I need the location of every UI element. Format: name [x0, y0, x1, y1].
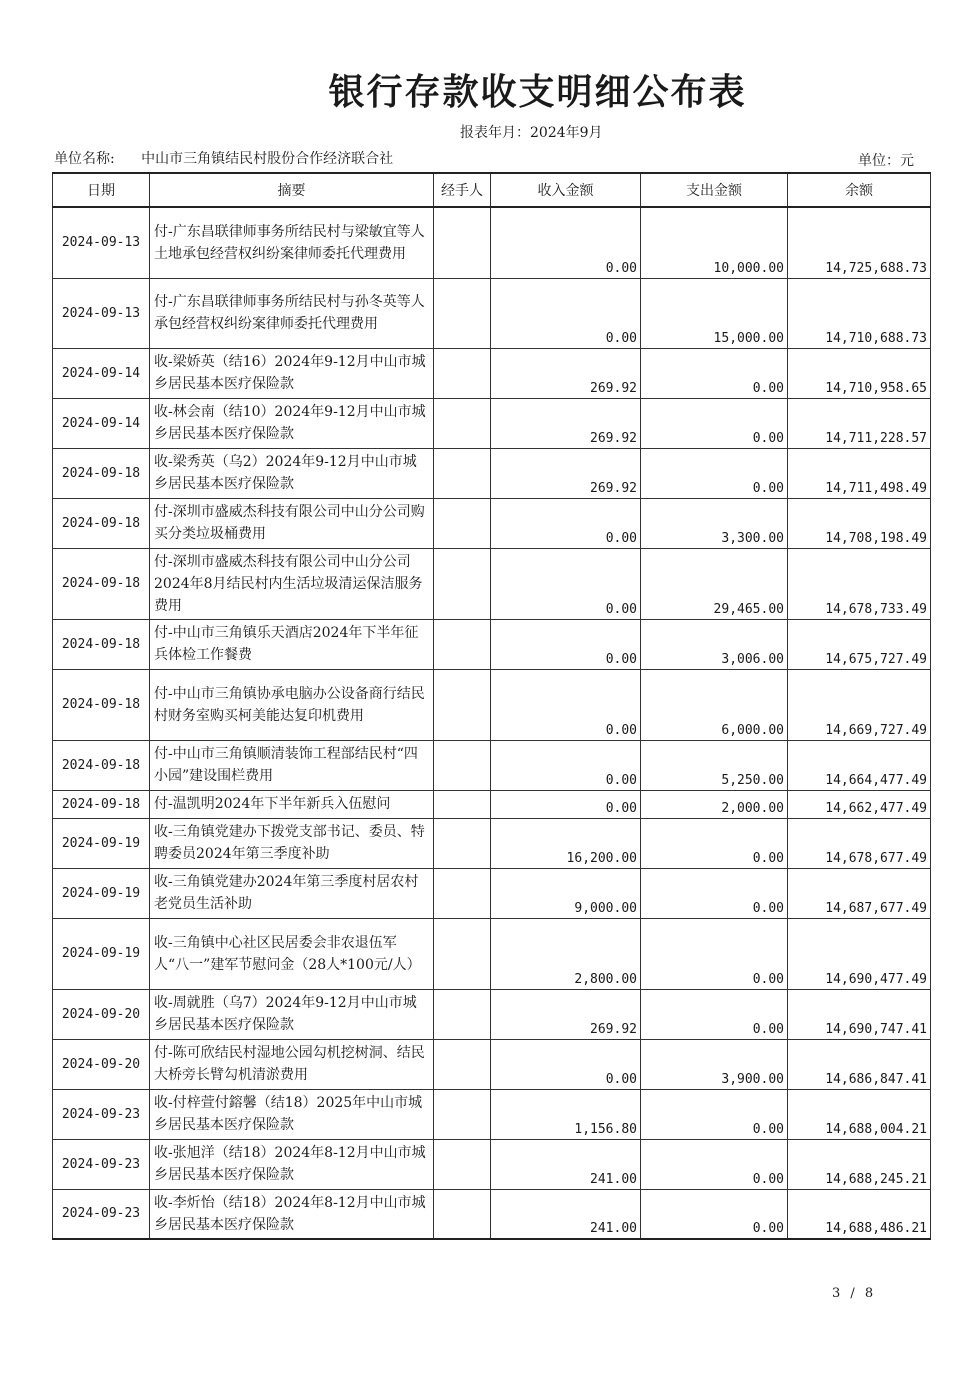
income-cell: 269.92 [491, 348, 641, 398]
balance-cell: 14,688,004.21 [788, 1089, 931, 1139]
summary-cell: 收-付梓萱付鎔馨（结18）2025年中山市城乡居民基本医疗保险款 [150, 1089, 434, 1139]
date-cell: 2024-09-23 [53, 1189, 150, 1239]
handler-cell [434, 868, 491, 918]
report-period: 报表年月：2024年9月 [460, 125, 603, 141]
summary-cell: 收-张旭洋（结18）2024年8-12月中山市城乡居民基本医疗保险款 [150, 1139, 434, 1189]
table-row [53, 278, 931, 348]
handler-cell [434, 1089, 491, 1139]
summary-cell: 付-中山市三角镇顺清装饰工程部结民村“四小园”建设围栏费用 [150, 740, 434, 790]
income-cell: 0.00 [491, 740, 641, 790]
handler-cell [434, 1139, 491, 1189]
balance-cell: 14,687,677.49 [788, 868, 931, 918]
table-row [53, 207, 931, 278]
balance-cell: 14,690,477.49 [788, 918, 931, 989]
summary-cell: 付-深圳市盛威杰科技有限公司中山分公司2024年8月结民村内生活垃圾清运保洁服务费用 [150, 548, 434, 619]
table-row [53, 448, 931, 498]
expense-cell: 0.00 [641, 448, 788, 498]
table-row [53, 669, 931, 740]
handler-cell [434, 548, 491, 619]
expense-cell: 3,300.00 [641, 498, 788, 548]
expense-cell: 0.00 [641, 918, 788, 989]
income-cell: 16,200.00 [491, 818, 641, 868]
expense-cell: 3,900.00 [641, 1039, 788, 1089]
summary-cell: 收-周就胜（乌7）2024年9-12月中山市城乡居民基本医疗保险款 [150, 989, 434, 1039]
balance-cell: 14,678,677.49 [788, 818, 931, 868]
unit-name-value: 中山市三角镇结民村股份合作经济联合社 [141, 151, 394, 167]
table-row [53, 790, 931, 818]
balance-cell: 14,688,245.21 [788, 1139, 931, 1189]
income-cell: 2,800.00 [491, 918, 641, 989]
income-cell: 1,156.80 [491, 1089, 641, 1139]
handler-cell [434, 740, 491, 790]
table-row [53, 548, 931, 619]
income-cell: 0.00 [491, 278, 641, 348]
date-cell: 2024-09-18 [53, 619, 150, 669]
page-number: 3 / 8 [832, 1286, 877, 1301]
balance-cell: 14,686,847.41 [788, 1039, 931, 1089]
balance-cell: 14,688,486.21 [788, 1189, 931, 1239]
expense-cell: 0.00 [641, 1189, 788, 1239]
column-header-income: 收入金额 [491, 173, 641, 207]
column-header-expense: 支出金额 [641, 173, 788, 207]
expense-cell: 0.00 [641, 989, 788, 1039]
balance-cell: 14,664,477.49 [788, 740, 931, 790]
income-cell: 0.00 [491, 790, 641, 818]
handler-cell [434, 669, 491, 740]
income-cell: 0.00 [491, 619, 641, 669]
table-row [53, 868, 931, 918]
summary-cell: 付-中山市三角镇协承电脑办公设备商行结民村财务室购买柯美能达复印机费用 [150, 669, 434, 740]
handler-cell [434, 989, 491, 1039]
handler-cell [434, 348, 491, 398]
date-cell: 2024-09-20 [53, 989, 150, 1039]
page-title: 银行存款收支明细公布表 [328, 72, 747, 113]
table-row [53, 818, 931, 868]
summary-cell: 付-中山市三角镇乐天酒店2024年下半年征兵体检工作餐费 [150, 619, 434, 669]
date-cell: 2024-09-18 [53, 669, 150, 740]
table-row [53, 498, 931, 548]
expense-cell: 2,000.00 [641, 790, 788, 818]
balance-cell: 14,711,498.49 [788, 448, 931, 498]
balance-cell: 14,710,958.65 [788, 348, 931, 398]
income-cell: 9,000.00 [491, 868, 641, 918]
income-cell: 0.00 [491, 1039, 641, 1089]
balance-cell: 14,690,747.41 [788, 989, 931, 1039]
expense-cell: 0.00 [641, 1139, 788, 1189]
table-row [53, 348, 931, 398]
summary-cell: 付-温凯明2024年下半年新兵入伍慰问 [150, 790, 434, 818]
balance-cell: 14,669,727.49 [788, 669, 931, 740]
table-row [53, 918, 931, 989]
summary-cell: 付-广东昌联律师事务所结民村与孙冬英等人承包经营权纠纷案律师委托代理费用 [150, 278, 434, 348]
column-header-summary: 摘要 [150, 173, 434, 207]
handler-cell [434, 278, 491, 348]
date-cell: 2024-09-18 [53, 740, 150, 790]
expense-cell: 15,000.00 [641, 278, 788, 348]
expense-cell: 3,006.00 [641, 619, 788, 669]
column-header-date: 日期 [53, 173, 150, 207]
expense-cell: 0.00 [641, 1089, 788, 1139]
date-cell: 2024-09-19 [53, 818, 150, 868]
income-cell: 241.00 [491, 1139, 641, 1189]
balance-cell: 14,675,727.49 [788, 619, 931, 669]
handler-cell [434, 619, 491, 669]
handler-cell [434, 498, 491, 548]
date-cell: 2024-09-13 [53, 278, 150, 348]
table-row [53, 989, 931, 1039]
expense-cell: 5,250.00 [641, 740, 788, 790]
ledger-table [52, 172, 931, 1240]
balance-cell: 14,711,228.57 [788, 398, 931, 448]
date-cell: 2024-09-14 [53, 348, 150, 398]
table-row [53, 740, 931, 790]
expense-cell: 0.00 [641, 818, 788, 868]
ledger-body [53, 207, 931, 1239]
summary-cell: 收-林会南（结10）2024年9-12月中山市城乡居民基本医疗保险款 [150, 398, 434, 448]
table-row [53, 1139, 931, 1189]
currency-unit: 单位：元 [858, 153, 914, 169]
date-cell: 2024-09-14 [53, 398, 150, 448]
date-cell: 2024-09-18 [53, 498, 150, 548]
income-cell: 0.00 [491, 498, 641, 548]
handler-cell [434, 818, 491, 868]
summary-cell: 收-三角镇党建办2024年第三季度村居农村老党员生活补助 [150, 868, 434, 918]
date-cell: 2024-09-18 [53, 790, 150, 818]
balance-cell: 14,708,198.49 [788, 498, 931, 548]
unit-name-label: 单位名称: [54, 151, 115, 167]
table-row [53, 619, 931, 669]
handler-cell [434, 448, 491, 498]
table-row [53, 398, 931, 448]
handler-cell [434, 1039, 491, 1089]
summary-cell: 收-三角镇党建办下拨党支部书记、委员、特聘委员2024年第三季度补助 [150, 818, 434, 868]
balance-cell: 14,710,688.73 [788, 278, 931, 348]
income-cell: 269.92 [491, 398, 641, 448]
handler-cell [434, 918, 491, 989]
summary-cell: 付-深圳市盛威杰科技有限公司中山分公司购买分类垃圾桶费用 [150, 498, 434, 548]
income-cell: 269.92 [491, 989, 641, 1039]
balance-cell: 14,678,733.49 [788, 548, 931, 619]
expense-cell: 0.00 [641, 398, 788, 448]
income-cell: 0.00 [491, 207, 641, 278]
handler-cell [434, 398, 491, 448]
table-row [53, 1089, 931, 1139]
handler-cell [434, 207, 491, 278]
expense-cell: 0.00 [641, 868, 788, 918]
income-cell: 241.00 [491, 1189, 641, 1239]
date-cell: 2024-09-20 [53, 1039, 150, 1089]
unit-name-line [54, 148, 393, 168]
expense-cell: 10,000.00 [641, 207, 788, 278]
table-row [53, 1189, 931, 1239]
date-cell: 2024-09-19 [53, 918, 150, 989]
expense-cell: 0.00 [641, 348, 788, 398]
table-row [53, 1039, 931, 1089]
summary-cell: 收-梁秀英（乌2）2024年9-12月中山市城乡居民基本医疗保险款 [150, 448, 434, 498]
handler-cell [434, 790, 491, 818]
income-cell: 0.00 [491, 669, 641, 740]
date-cell: 2024-09-19 [53, 868, 150, 918]
column-header-handler: 经手人 [434, 173, 491, 207]
income-cell: 0.00 [491, 548, 641, 619]
summary-cell: 付-陈可欣结民村湿地公园勾机挖树洞、结民大桥旁长臂勾机清淤费用 [150, 1039, 434, 1089]
date-cell: 2024-09-18 [53, 548, 150, 619]
handler-cell [434, 1189, 491, 1239]
date-cell: 2024-09-23 [53, 1089, 150, 1139]
expense-cell: 6,000.00 [641, 669, 788, 740]
summary-cell: 收-梁娇英（结16）2024年9-12月中山市城乡居民基本医疗保险款 [150, 348, 434, 398]
date-cell: 2024-09-18 [53, 448, 150, 498]
expense-cell: 29,465.00 [641, 548, 788, 619]
balance-cell: 14,725,688.73 [788, 207, 931, 278]
table-header-row [53, 173, 931, 207]
date-cell: 2024-09-13 [53, 207, 150, 278]
income-cell: 269.92 [491, 448, 641, 498]
balance-cell: 14,662,477.49 [788, 790, 931, 818]
column-header-balance: 余额 [788, 173, 931, 207]
summary-cell: 付-广东昌联律师事务所结民村与梁敏宜等人土地承包经营权纠纷案律师委托代理费用 [150, 207, 434, 278]
date-cell: 2024-09-23 [53, 1139, 150, 1189]
summary-cell: 收-三角镇中心社区民居委会非农退伍军人“八一”建军节慰问金（28人*100元/人） [150, 918, 434, 989]
summary-cell: 收-李炘怡（结18）2024年8-12月中山市城乡居民基本医疗保险款 [150, 1189, 434, 1239]
